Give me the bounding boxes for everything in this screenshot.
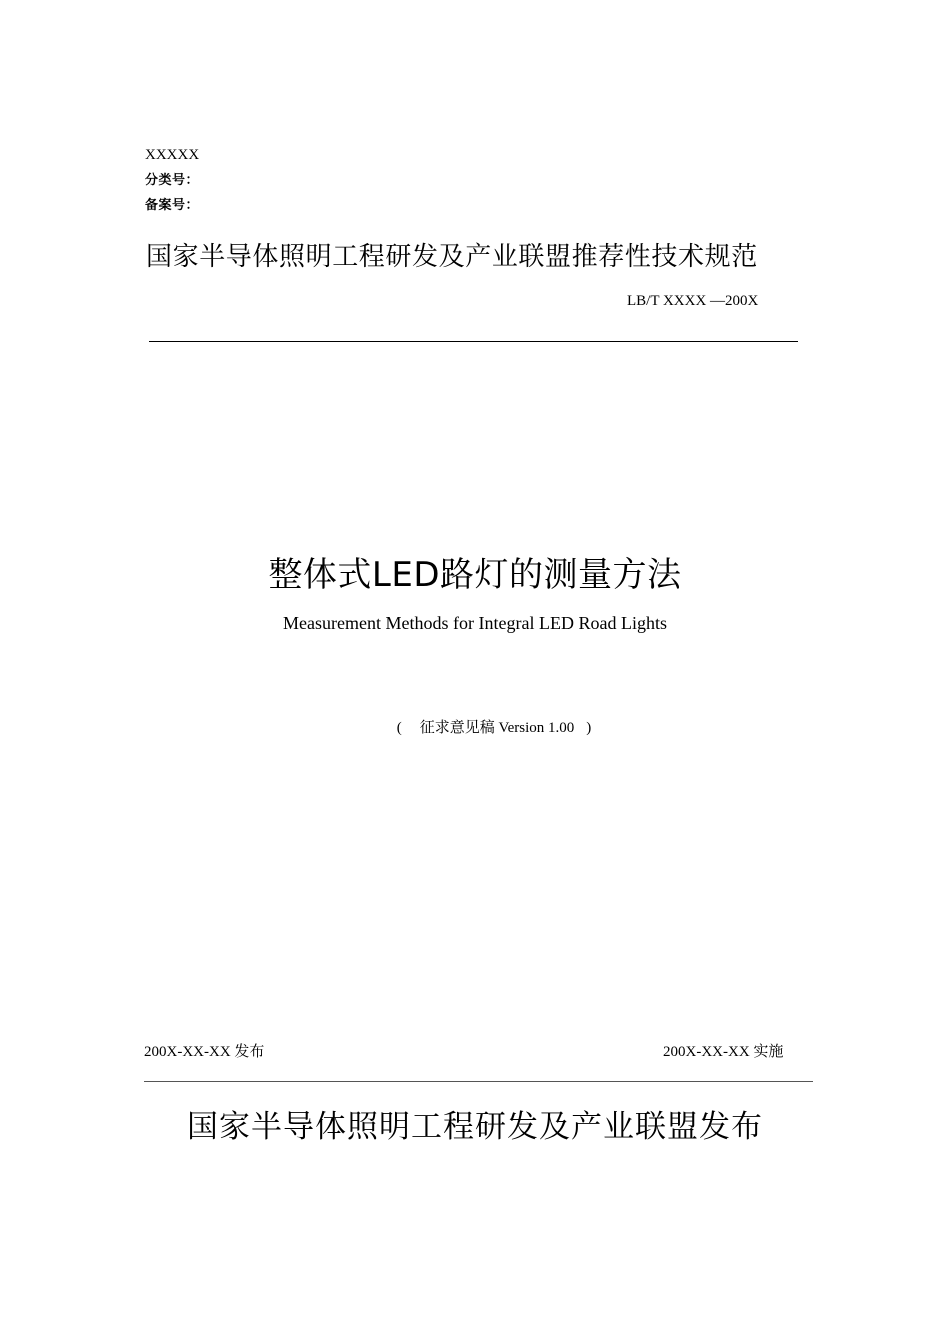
record-number-label: 备案号： (145, 198, 200, 213)
draft-note-text: 征求意见稿 Version 1.00 (419, 720, 575, 736)
organization-heading: 国家半导体照明工程研发及产业联盟推荐性技术规范 (146, 242, 758, 272)
release-date: 200X-XX-XX 发布 (144, 1044, 265, 1060)
draft-note-open-paren: ( (396, 720, 402, 736)
header-divider (149, 341, 798, 342)
document-meta (145, 143, 199, 218)
document-code: XXXXX (145, 147, 200, 163)
draft-note (0, 716, 950, 737)
document-title-english: Measurement Methods for Integral LED Road Lights (283, 613, 667, 633)
effective-date: 200X-XX-XX 实施 (663, 1044, 784, 1060)
publisher: 国家半导体照明工程研发及产业联盟发布 (187, 1109, 763, 1145)
document-title-chinese: 整体式LED路灯的测量方法 (268, 555, 682, 595)
footer-divider (144, 1081, 813, 1082)
standard-number: LB/T XXXX —200X (627, 293, 759, 309)
classification-number-label: 分类号： (145, 173, 200, 188)
draft-note-close-paren: ) (586, 720, 592, 736)
